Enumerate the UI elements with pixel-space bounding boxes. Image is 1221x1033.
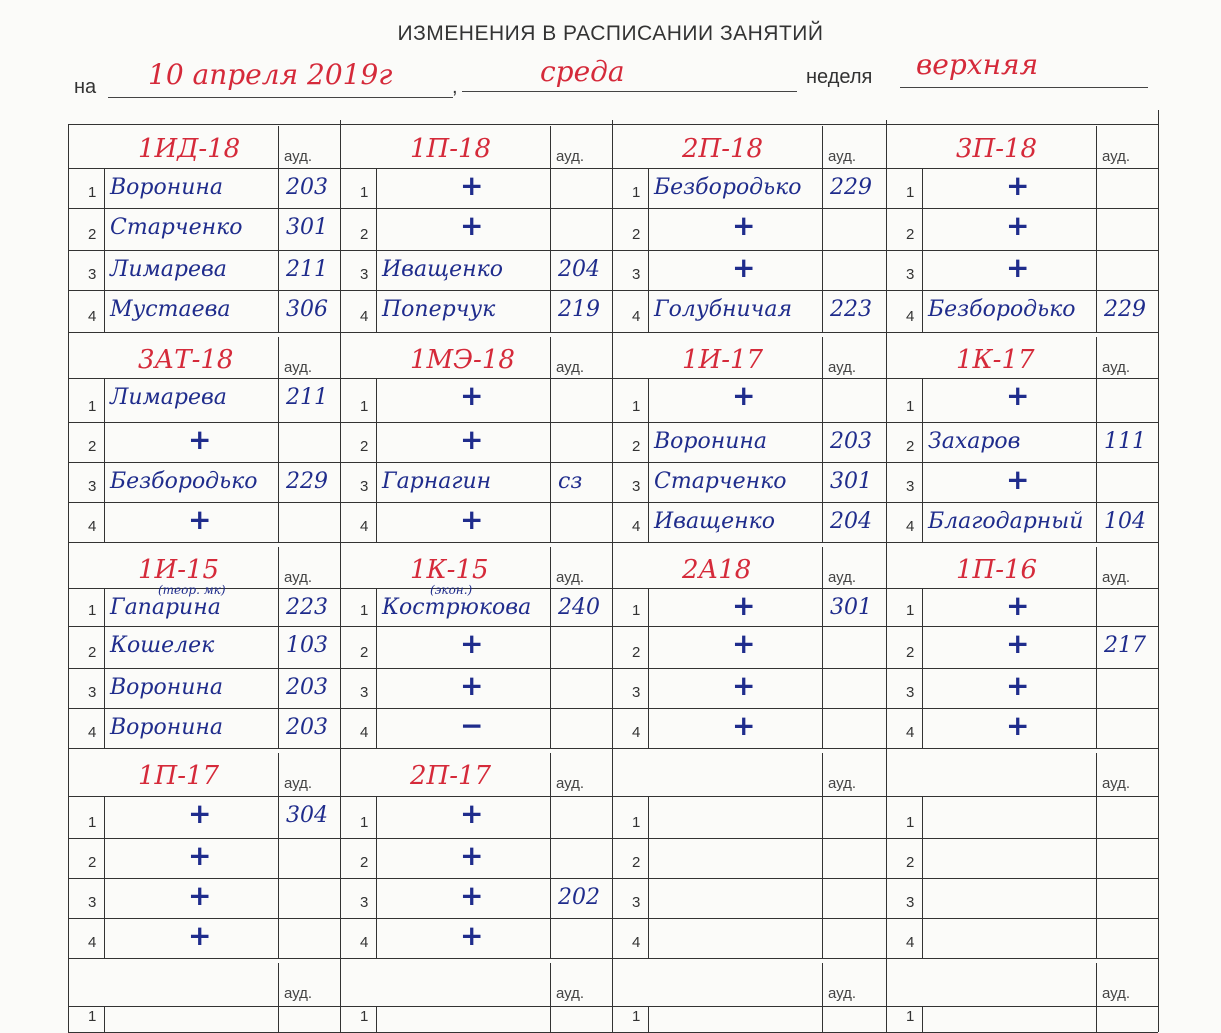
row-line xyxy=(68,708,340,709)
lesson-number: 4 xyxy=(360,308,369,325)
row-line xyxy=(68,1006,340,1007)
room-header: ауд. xyxy=(284,775,313,792)
room-divider xyxy=(1096,753,1097,958)
lesson-number: 2 xyxy=(906,854,915,871)
lesson-number: 2 xyxy=(88,644,97,661)
room-header: ауд. xyxy=(1102,569,1131,586)
lesson-number: 2 xyxy=(906,438,915,455)
lesson-number: 1 xyxy=(360,184,369,201)
room-number: 223 xyxy=(286,595,328,620)
date-value: 10 апреля 2019г xyxy=(148,58,393,91)
row-line xyxy=(886,838,1158,839)
room-divider xyxy=(278,963,279,1032)
row-line xyxy=(886,422,1158,423)
teacher-entry: Воронина xyxy=(654,429,768,454)
teacher-entry: + xyxy=(460,503,484,536)
teacher-entry: + xyxy=(460,919,484,952)
group-name: 1К-17 xyxy=(956,345,1035,375)
number-divider xyxy=(104,796,105,958)
lesson-number: 1 xyxy=(906,1008,915,1025)
group-name: 1П-16 xyxy=(956,555,1038,585)
on-label: на xyxy=(74,76,97,98)
teacher-entry: Мустаева xyxy=(110,297,231,322)
room-header: ауд. xyxy=(556,985,585,1002)
teacher-entry: + xyxy=(732,589,756,622)
group-name: 1ИД-18 xyxy=(138,134,241,164)
grid-border-left xyxy=(68,124,69,1032)
number-divider xyxy=(648,378,649,542)
room-number: 229 xyxy=(830,175,872,200)
row-line xyxy=(340,958,612,959)
number-divider xyxy=(376,796,377,958)
teacher-entry: + xyxy=(188,503,212,536)
room-divider xyxy=(822,963,823,1032)
room-number: 301 xyxy=(830,469,872,494)
lesson-number: 2 xyxy=(906,644,915,661)
lesson-number: 3 xyxy=(906,894,915,911)
lesson-number: 2 xyxy=(88,854,97,871)
row-line xyxy=(68,462,340,463)
room-header: ауд. xyxy=(828,775,857,792)
lesson-number: 4 xyxy=(360,724,369,741)
teacher-entry: Кошелек xyxy=(110,633,215,658)
row-line xyxy=(612,502,886,503)
teacher-entry: + xyxy=(460,627,484,660)
teacher-entry: + xyxy=(732,627,756,660)
teacher-entry: − xyxy=(460,709,484,742)
day-value: среда xyxy=(540,55,625,88)
lesson-number: 2 xyxy=(88,438,97,455)
teacher-entry: Иващенко xyxy=(654,509,776,534)
lesson-number: 1 xyxy=(632,814,641,831)
room-number: 301 xyxy=(286,215,328,240)
room-divider xyxy=(822,547,823,748)
row-line xyxy=(612,878,886,879)
room-divider xyxy=(550,337,551,542)
lesson-number: 1 xyxy=(906,602,915,619)
day-underline xyxy=(462,91,797,92)
number-divider xyxy=(922,796,923,958)
lesson-number: 3 xyxy=(632,894,641,911)
row-line xyxy=(886,1006,1158,1007)
lesson-number: 3 xyxy=(632,266,641,283)
row-line xyxy=(340,332,612,333)
lesson-number: 3 xyxy=(360,478,369,495)
number-divider xyxy=(104,378,105,542)
teacher-entry: Старченко xyxy=(654,469,787,494)
room-number: 111 xyxy=(1104,429,1146,454)
group-name: 2П-18 xyxy=(682,134,764,164)
number-divider xyxy=(648,1006,649,1032)
row-line xyxy=(886,502,1158,503)
room-header: ауд. xyxy=(556,359,585,376)
teacher-entry: + xyxy=(188,879,212,912)
room-number: 229 xyxy=(286,469,328,494)
row-line xyxy=(340,462,612,463)
lesson-number: 2 xyxy=(88,226,97,243)
lesson-number: 4 xyxy=(632,308,641,325)
teacher-entry: Иващенко xyxy=(382,257,504,282)
lesson-number: 3 xyxy=(906,478,915,495)
room-header: ауд. xyxy=(828,148,857,165)
room-header: ауд. xyxy=(1102,775,1131,792)
room-header: ауд. xyxy=(556,569,585,586)
room-number: 223 xyxy=(830,297,872,322)
room-header: ауд. xyxy=(556,775,585,792)
column-divider xyxy=(886,120,887,1032)
room-divider xyxy=(1096,547,1097,748)
group-name: 3АТ-18 xyxy=(138,345,234,375)
lesson-number: 4 xyxy=(632,934,641,951)
row-line xyxy=(68,748,340,749)
teacher-entry: + xyxy=(732,251,756,284)
lesson-number: 1 xyxy=(88,814,97,831)
group-name: 1И-17 xyxy=(682,345,764,375)
teacher-entry: + xyxy=(732,209,756,242)
row-line xyxy=(68,542,340,543)
group-name: 2П-17 xyxy=(410,761,492,791)
teacher-entry: Воронина xyxy=(110,675,224,700)
lesson-number: 1 xyxy=(88,398,97,415)
room-number: 204 xyxy=(830,509,872,534)
room-number: 203 xyxy=(286,175,328,200)
lesson-number: 1 xyxy=(360,1008,369,1025)
lesson-number: 1 xyxy=(906,398,915,415)
teacher-entry: Воронина xyxy=(110,715,224,740)
lesson-number: 1 xyxy=(360,602,369,619)
lesson-number: 4 xyxy=(88,308,97,325)
teacher-entry: + xyxy=(732,379,756,412)
room-number: 203 xyxy=(830,429,872,454)
row-line xyxy=(612,748,886,749)
lesson-number: 2 xyxy=(906,226,915,243)
room-number: 203 xyxy=(286,675,328,700)
room-header: ауд. xyxy=(284,359,313,376)
teacher-entry: Безбородько xyxy=(928,297,1076,322)
row-line xyxy=(612,422,886,423)
room-number: 202 xyxy=(558,885,600,910)
teacher-entry: + xyxy=(1006,589,1030,622)
group-name: 2А18 xyxy=(682,555,752,585)
lesson-number: 4 xyxy=(906,724,915,741)
lesson-number: 4 xyxy=(88,724,97,741)
lesson-number: 2 xyxy=(632,226,641,243)
teacher-entry: + xyxy=(1006,251,1030,284)
teacher-entry: + xyxy=(188,423,212,456)
lesson-number: 1 xyxy=(360,398,369,415)
room-header: ауд. xyxy=(556,148,585,165)
row-line xyxy=(886,796,1158,797)
number-divider xyxy=(376,1006,377,1032)
teacher-entry: Безбородько xyxy=(654,175,802,200)
row-line xyxy=(612,918,886,919)
lesson-number: 3 xyxy=(360,266,369,283)
teacher-entry: + xyxy=(188,919,212,952)
row-line xyxy=(68,332,340,333)
teacher-entry: Голубничая xyxy=(654,297,793,322)
teacher-entry: Захаров xyxy=(928,429,1021,454)
row-line xyxy=(340,748,612,749)
lesson-number: 1 xyxy=(632,184,641,201)
group-name: 1П-17 xyxy=(138,761,220,791)
teacher-entry: + xyxy=(1006,709,1030,742)
subject-note: (экон.) xyxy=(430,583,473,597)
room-number: 229 xyxy=(1104,297,1146,322)
lesson-number: 3 xyxy=(88,894,97,911)
row-line xyxy=(68,168,340,169)
lesson-number: 4 xyxy=(88,518,97,535)
row-line xyxy=(68,250,340,251)
room-number: 306 xyxy=(286,297,328,322)
grid-border-right xyxy=(1158,110,1159,1032)
teacher-entry: Лимарева xyxy=(110,257,227,282)
room-header: ауд. xyxy=(284,985,313,1002)
teacher-entry: + xyxy=(460,209,484,242)
column-divider xyxy=(340,120,341,1032)
teacher-entry: + xyxy=(188,839,212,872)
row-line xyxy=(340,250,612,251)
room-number: 219 xyxy=(558,297,600,322)
room-number: 240 xyxy=(558,595,600,620)
row-line xyxy=(68,626,340,627)
room-divider xyxy=(278,126,279,332)
teacher-entry: + xyxy=(1006,379,1030,412)
week-value: верхняя xyxy=(916,48,1039,81)
room-divider xyxy=(278,547,279,748)
room-header: ауд. xyxy=(828,985,857,1002)
row-line xyxy=(68,668,340,669)
room-divider xyxy=(550,126,551,332)
teacher-entry: Старченко xyxy=(110,215,243,240)
teacher-entry: + xyxy=(732,669,756,702)
group-name: 1МЭ-18 xyxy=(410,345,515,375)
teacher-entry: Поперчук xyxy=(382,297,496,322)
row-line xyxy=(886,290,1158,291)
lesson-number: 3 xyxy=(88,478,97,495)
room-divider xyxy=(550,753,551,958)
room-number: 103 xyxy=(286,633,328,658)
room-divider xyxy=(822,126,823,332)
lesson-number: 1 xyxy=(906,184,915,201)
row-line xyxy=(340,542,612,543)
grid-border-top xyxy=(68,124,1158,125)
lesson-number: 1 xyxy=(88,1008,97,1025)
row-line xyxy=(612,168,886,169)
room-number: 203 xyxy=(286,715,328,740)
teacher-entry: + xyxy=(1006,627,1030,660)
room-number: 211 xyxy=(286,257,328,282)
teacher-entry: + xyxy=(1006,463,1030,496)
teacher-entry: + xyxy=(460,797,484,830)
teacher-entry: + xyxy=(460,839,484,872)
row-line xyxy=(68,208,340,209)
room-divider xyxy=(550,547,551,748)
lesson-number: 2 xyxy=(632,854,641,871)
lesson-number: 3 xyxy=(360,894,369,911)
row-line xyxy=(886,332,1158,333)
room-divider xyxy=(1096,963,1097,1032)
lesson-number: 1 xyxy=(360,814,369,831)
row-line xyxy=(68,958,340,959)
teacher-entry: Кострюкова xyxy=(382,595,532,620)
teacher-entry: + xyxy=(460,879,484,912)
lesson-number: 4 xyxy=(906,518,915,535)
room-divider xyxy=(1096,337,1097,542)
group-name: 1К-15 xyxy=(410,555,489,585)
number-divider xyxy=(376,378,377,542)
teacher-entry: Воронина xyxy=(110,175,224,200)
teacher-entry: Гапарина xyxy=(110,595,221,620)
teacher-entry: Безбородько xyxy=(110,469,258,494)
teacher-entry: + xyxy=(460,379,484,412)
lesson-number: 2 xyxy=(632,438,641,455)
row-line xyxy=(68,290,340,291)
room-number: 204 xyxy=(558,257,600,282)
teacher-entry: + xyxy=(460,423,484,456)
page-title: ИЗМЕНЕНИЯ В РАСПИСАНИИ ЗАНЯТИЙ xyxy=(397,22,824,45)
row-line xyxy=(340,1006,612,1007)
row-line xyxy=(886,748,1158,749)
room-header: ауд. xyxy=(828,359,857,376)
lesson-number: 4 xyxy=(632,518,641,535)
teacher-entry: + xyxy=(732,709,756,742)
lesson-number: 3 xyxy=(360,684,369,701)
group-name: 3П-18 xyxy=(956,134,1038,164)
row-line xyxy=(68,378,340,379)
lesson-number: 1 xyxy=(88,184,97,201)
lesson-number: 4 xyxy=(906,308,915,325)
week-underline xyxy=(900,87,1148,88)
week-label: неделя xyxy=(806,66,873,88)
date-comma: , xyxy=(452,76,458,98)
row-line xyxy=(886,878,1158,879)
room-divider xyxy=(278,753,279,958)
number-divider xyxy=(922,378,923,542)
lesson-number: 2 xyxy=(360,226,369,243)
lesson-number: 4 xyxy=(906,934,915,951)
lesson-number: 2 xyxy=(360,438,369,455)
room-header: ауд. xyxy=(828,569,857,586)
row-line xyxy=(612,958,886,959)
row-line xyxy=(612,542,886,543)
teacher-entry: + xyxy=(188,797,212,830)
row-line xyxy=(886,542,1158,543)
room-number: 301 xyxy=(830,595,872,620)
lesson-number: 2 xyxy=(632,644,641,661)
group-name: 1И-15 xyxy=(138,555,220,585)
lesson-number: 3 xyxy=(632,684,641,701)
lesson-number: 1 xyxy=(88,602,97,619)
row-line xyxy=(612,796,886,797)
row-line xyxy=(340,290,612,291)
room-divider xyxy=(1096,126,1097,332)
number-divider xyxy=(648,796,649,958)
row-line xyxy=(612,290,886,291)
teacher-entry: + xyxy=(1006,169,1030,202)
row-line xyxy=(886,918,1158,919)
room-header: ауд. xyxy=(1102,985,1131,1002)
row-line xyxy=(886,958,1158,959)
lesson-number: 4 xyxy=(360,518,369,535)
number-divider xyxy=(922,1006,923,1032)
lesson-number: 3 xyxy=(906,266,915,283)
row-line xyxy=(612,462,886,463)
teacher-entry: Гарнагин xyxy=(382,469,492,494)
room-number: 211 xyxy=(286,385,328,410)
lesson-number: 1 xyxy=(632,398,641,415)
lesson-number: 3 xyxy=(906,684,915,701)
room-divider xyxy=(822,753,823,958)
room-header: ауд. xyxy=(1102,359,1131,376)
room-number: 104 xyxy=(1104,509,1146,534)
date-underline xyxy=(108,97,453,98)
subject-note: (теор. мк) xyxy=(158,583,226,597)
lesson-number: 2 xyxy=(360,644,369,661)
teacher-entry: + xyxy=(1006,669,1030,702)
lesson-number: 2 xyxy=(360,854,369,871)
row-line xyxy=(612,838,886,839)
room-header: ауд. xyxy=(284,569,313,586)
lesson-number: 3 xyxy=(88,266,97,283)
group-name: 1П-18 xyxy=(410,134,492,164)
teacher-entry: + xyxy=(460,169,484,202)
room-divider xyxy=(822,337,823,542)
lesson-number: 1 xyxy=(632,1008,641,1025)
room-number: 304 xyxy=(286,803,328,828)
teacher-entry: Лимарева xyxy=(110,385,227,410)
teacher-entry: Благодарный xyxy=(928,509,1084,534)
lesson-number: 1 xyxy=(632,602,641,619)
room-number: сз xyxy=(558,469,583,494)
lesson-number: 4 xyxy=(632,724,641,741)
teacher-entry: + xyxy=(460,669,484,702)
number-divider xyxy=(104,1006,105,1032)
lesson-number: 1 xyxy=(906,814,915,831)
room-number: 217 xyxy=(1104,633,1146,658)
lesson-number: 3 xyxy=(632,478,641,495)
row-line xyxy=(612,1006,886,1007)
column-divider xyxy=(612,120,613,1032)
lesson-number: 4 xyxy=(360,934,369,951)
room-header: ауд. xyxy=(1102,148,1131,165)
lesson-number: 3 xyxy=(88,684,97,701)
room-header: ауд. xyxy=(284,148,313,165)
row-line xyxy=(340,588,612,589)
room-divider xyxy=(278,337,279,542)
teacher-entry: + xyxy=(1006,209,1030,242)
room-divider xyxy=(550,963,551,1032)
row-line xyxy=(612,332,886,333)
lesson-number: 4 xyxy=(88,934,97,951)
